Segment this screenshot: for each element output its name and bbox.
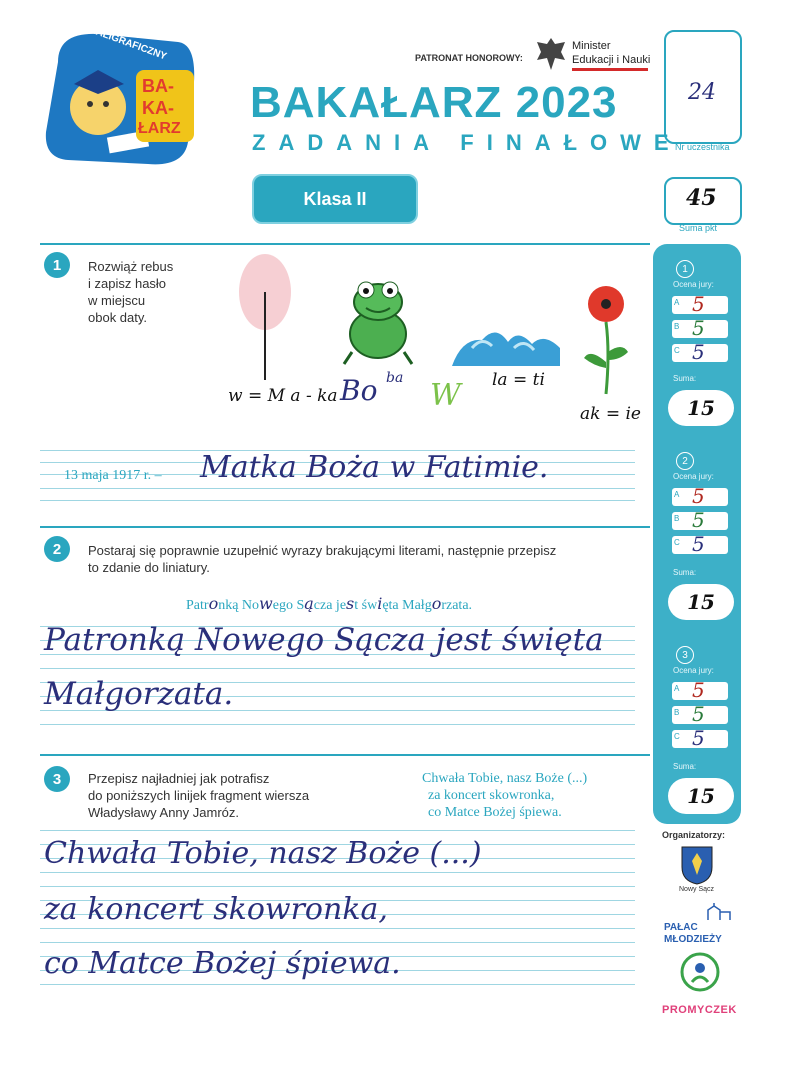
writing-line: [40, 668, 635, 669]
promyczek-logo-text: PROMYCZEK: [662, 1004, 737, 1016]
task-2-answer-line1: Patronką Nowego Sącza jest święta: [44, 622, 604, 658]
logo-word-2: KA-: [142, 98, 174, 118]
task-2-instr-line: to zdanie do liniatury.: [88, 560, 210, 575]
palace-line1: PAŁAC: [664, 922, 698, 933]
city-crest-icon: [680, 845, 714, 885]
score-c-value: 5: [692, 726, 705, 750]
frog-drawing: [338, 272, 418, 367]
task-2-instruction: [88, 542, 633, 576]
score-c-field[interactable]: [672, 532, 728, 556]
class-label: Klasa II: [303, 188, 367, 209]
score-a-value: 5: [692, 484, 705, 508]
score-block-1-number: 1: [676, 260, 694, 278]
palace-icon: [706, 902, 732, 922]
task-1-instr-line: i zapisz hasło: [88, 276, 167, 291]
poem-line: za koncert skowronka,: [428, 788, 555, 803]
suma-label: Suma:: [673, 374, 697, 383]
writing-line: [40, 488, 635, 489]
score-b-value: 5: [692, 316, 705, 340]
writing-line: [40, 886, 635, 887]
section-rule-1: [40, 243, 650, 245]
patronat-label: PATRONAT HONOROWY:: [415, 53, 523, 63]
fill-letter[interactable]: ą: [304, 594, 314, 613]
task-3-number: 3: [44, 766, 70, 792]
score-letter: B: [674, 708, 680, 717]
writing-line: [40, 984, 635, 985]
score-block-1-sum[interactable]: 15: [668, 390, 734, 426]
page-title: BAKAŁARZ 2023: [250, 78, 618, 127]
score-block-2-number: 2: [676, 452, 694, 470]
score-block-2-sum[interactable]: 15: [668, 584, 734, 620]
task-2-number: 2: [44, 536, 70, 562]
section-rule-3: [40, 754, 650, 756]
class-badge: [252, 174, 418, 224]
writing-line: [40, 830, 635, 831]
score-letter: A: [674, 490, 680, 499]
fill-text: ego S: [272, 598, 305, 613]
page-subtitle: ZADANIA FINAŁOWE: [252, 130, 682, 155]
score-letter: C: [674, 732, 680, 741]
score-letter: C: [674, 538, 680, 547]
association-logo: [680, 952, 720, 992]
score-b-value: 5: [692, 508, 705, 532]
wave-drawing: [452, 318, 562, 368]
fill-letter[interactable]: s: [346, 594, 355, 613]
ministry-line1: Minister: [572, 40, 611, 52]
score-a-value: 5: [692, 292, 705, 316]
task-3-answer-line: za koncert skowronka,: [44, 892, 388, 927]
score-b-value: 5: [692, 702, 705, 726]
jury-label: Ocena jury:: [673, 280, 714, 289]
score-b-field[interactable]: [672, 316, 728, 340]
score-letter: C: [674, 346, 680, 355]
suma-label: Suma:: [673, 762, 697, 771]
writing-line: [40, 942, 635, 943]
task-3-poem: [422, 770, 587, 821]
fill-text: ęta Małg: [382, 598, 432, 613]
task-3-instr-line: Władysławy Anny Jamróz.: [88, 805, 239, 820]
score-a-field[interactable]: [672, 484, 728, 508]
suma-label: Suma:: [673, 568, 697, 577]
fill-text: cza je: [313, 598, 347, 613]
score-c-value: 5: [692, 532, 705, 556]
contest-logo: [38, 13, 198, 172]
score-letter: A: [674, 298, 680, 307]
score-letter: B: [674, 322, 680, 331]
section-rule-2: [40, 526, 650, 528]
participant-label: Nr uczestnika: [675, 142, 730, 152]
poem-line: Chwała Tobie, nasz Boże (...): [422, 771, 588, 786]
logo-word-3: ŁARZ: [138, 120, 181, 137]
total-points-box[interactable]: [664, 177, 742, 225]
jury-label: Ocena jury:: [673, 666, 714, 675]
score-letter: A: [674, 684, 680, 693]
score-a-field[interactable]: [672, 678, 728, 702]
score-letter: B: [674, 514, 680, 523]
task-2-fill-sentence: [186, 594, 472, 614]
fill-text: rzata.: [441, 598, 473, 613]
rebus-frog-sup: ba: [386, 370, 404, 386]
writing-line: [40, 928, 635, 929]
rebus-frog: Bo: [340, 374, 378, 407]
fill-text: t św: [354, 598, 378, 613]
jury-label: Ocena jury:: [673, 472, 714, 481]
ministry-line2: Edukacji i Nauki: [572, 54, 651, 66]
score-block-3-number: 3: [676, 646, 694, 664]
total-label: Suma pkt: [679, 223, 718, 233]
task-3-answer-line: Chwała Tobie, nasz Boże (...): [44, 836, 482, 871]
score-c-field[interactable]: [672, 340, 728, 364]
task-3-answer-line: co Matce Bożej śpiewa.: [44, 946, 401, 981]
fill-letter[interactable]: o: [208, 594, 219, 613]
ministry-flag: [572, 68, 648, 71]
logo-word-1: BA-: [142, 76, 174, 96]
writing-line: [40, 872, 635, 873]
tree-drawing: [230, 252, 300, 382]
city-name: Nowy Sącz: [679, 886, 715, 893]
fill-letter[interactable]: i: [377, 594, 383, 613]
fill-letter[interactable]: w: [259, 594, 273, 613]
writing-line: [40, 500, 635, 501]
score-b-field[interactable]: [672, 702, 728, 726]
task-3-instruction: [88, 770, 309, 821]
task-1-date: 13 maja 1917 r. –: [64, 468, 162, 483]
fill-letter[interactable]: o: [431, 594, 442, 613]
task-1-instr-line: w miejscu: [88, 293, 146, 308]
score-b-field[interactable]: [672, 508, 728, 532]
writing-line: [40, 724, 635, 725]
fill-text: nką No: [218, 598, 260, 613]
score-block-3-sum[interactable]: 15: [668, 778, 734, 814]
organizers-label: Organizatorzy:: [662, 830, 726, 840]
score-a-field[interactable]: [672, 292, 728, 316]
task-3-instr-line: Przepisz najładniej jak potrafisz: [88, 771, 270, 786]
task-3-instr-line: do poniższych linijek fragment wiersza: [88, 788, 310, 803]
fill-text: Patr: [186, 598, 209, 613]
rebus-poppy: ak = ie: [580, 404, 641, 424]
score-c-field[interactable]: [672, 726, 728, 750]
score-a-value: 5: [692, 678, 705, 702]
logo-arc-text: KONKURS KALIGRAFICZNY: [87, 13, 169, 63]
task-2-instr-line: Postaraj się poprawnie uzupełnić wyrazy brakującymi literami, następnie przepisz: [88, 543, 557, 558]
score-c-value: 5: [692, 340, 705, 364]
eagle-emblem: [535, 36, 567, 72]
rebus-tree: w = M a - ka: [228, 386, 338, 406]
task-1-instruction: [88, 258, 173, 326]
palace-line2: MŁODZIEŻY: [664, 934, 722, 945]
participant-number: 24: [688, 80, 716, 105]
task-1-instr-line: Rozwiąż rebus: [88, 259, 174, 274]
task-2-answer-line2: Małgorzata.: [44, 676, 234, 712]
participant-number-box[interactable]: [664, 30, 742, 144]
poem-line: co Matce Bożej śpiewa.: [428, 805, 562, 820]
rebus-wave-w: W: [430, 378, 461, 413]
task-1-number: 1: [44, 252, 70, 278]
task-1-answer: Matka Boża w Fatimie.: [200, 450, 549, 485]
task-1-instr-line: obok daty.: [88, 310, 148, 325]
poppy-drawing: [576, 282, 636, 397]
total-points: 45: [686, 185, 717, 211]
rebus-wave: la = ti: [492, 370, 545, 390]
